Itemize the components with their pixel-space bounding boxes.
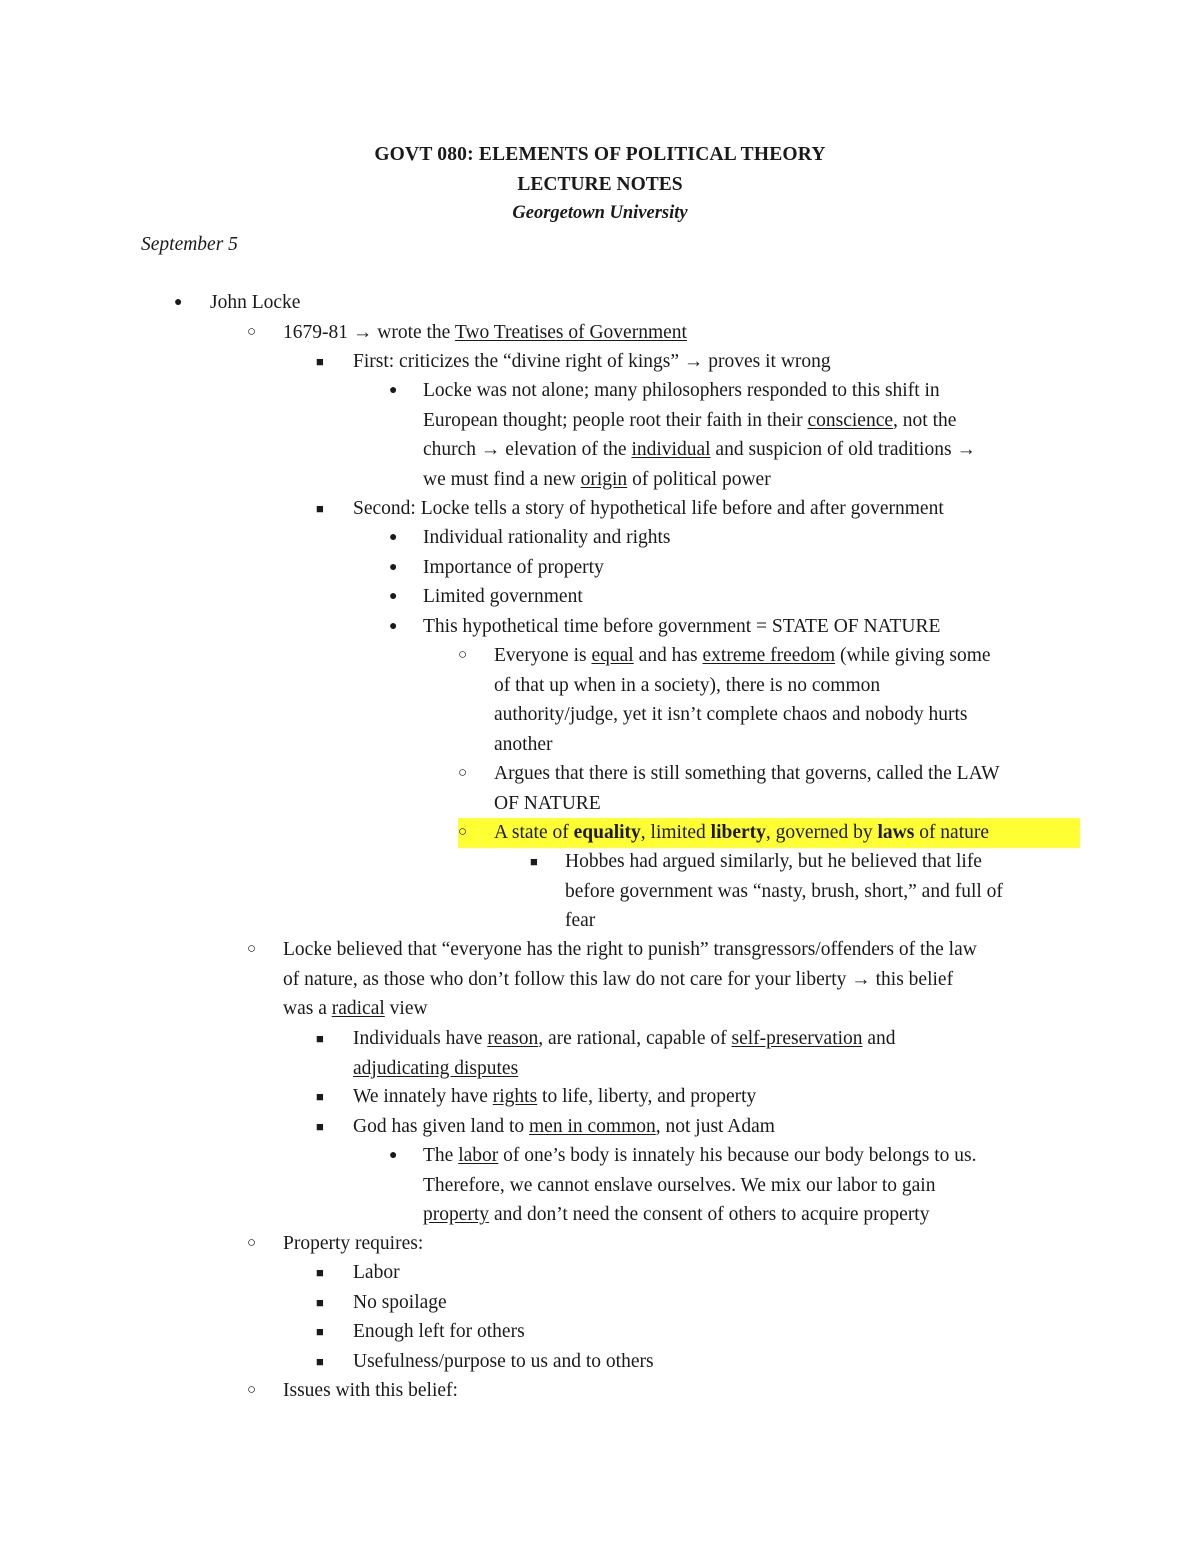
text-run: Individuals have [353,1028,488,1049]
list-item [316,494,944,524]
list-item-text: Importance of property [423,557,604,578]
list-item [316,1258,400,1288]
list-item-text: Limited government [423,586,583,607]
list-item-text: Labor [353,1262,400,1283]
list-item-text: Issues with this belief: [283,1380,458,1401]
list-item-text: This hypothetical time before government = STATE OF NATURE [423,616,941,637]
list-item [389,376,976,494]
list-item-text: another [494,733,553,755]
list-item [316,347,831,377]
list-item-text [353,1054,896,1084]
list-item [458,641,991,759]
underlined-term: individual [631,439,711,461]
bullet-disc-icon: ● [389,560,398,575]
text-run: to life, liberty, and property [537,1086,757,1107]
list-item-text: Locke believed that “everyone has the right to punish” transgressors/offenders of the law [283,939,977,960]
highlighted-list-item [458,818,1080,848]
bullet-square-icon: ■ [530,854,538,869]
bullet-square-icon: ■ [316,1031,324,1046]
text-run: and suspicion of old traditions → [710,439,976,461]
list-item [247,1229,424,1259]
list-item [174,288,301,318]
list-item-text [283,994,977,1024]
list-item-text [423,1141,977,1171]
text-run: and [862,1028,896,1049]
text-run: (while giving some [835,645,991,666]
university-name: Georgetown University [512,203,688,223]
text-run: A state of [494,822,574,843]
list-item-text: Usefulness/purpose to us and to others [353,1351,654,1372]
bullet-disc-icon: ● [389,530,398,545]
text-run: , limited [640,822,711,843]
bullet-square-icon: ■ [316,1265,324,1280]
list-item [316,1112,775,1142]
list-item-text: First: criticizes the “divine right of kings” → proves it wrong [353,351,831,372]
bold-term: liberty [710,822,766,843]
list-item-text: fear [565,910,596,932]
bullet-circle-icon: ○ [247,1235,257,1251]
list-item-text [423,435,976,465]
underlined-term: property [423,1204,490,1226]
list-item [389,523,671,553]
list-item-text: Individual rationality and rights [423,527,671,548]
list-item-text: OF NATURE [494,792,601,814]
list-item [389,553,604,583]
underlined-term: rights [492,1086,538,1107]
bullet-square-icon: ■ [316,501,324,516]
bullet-square-icon: ■ [316,1354,324,1369]
underlined-term: equal [591,645,634,666]
bullet-disc-icon: ● [389,619,398,634]
list-item-text [353,1024,896,1054]
text-run: of one’s body is innately his because our body belongs to us. [498,1145,977,1166]
list-item-text: Enough left for others [353,1321,525,1342]
underlined-term: conscience [807,409,894,431]
text-run: , are rational, capable of [538,1028,732,1049]
bullet-disc-icon: ● [389,1148,398,1163]
bullet-circle-icon: ○ [458,824,468,840]
bullet-circle-icon: ○ [247,941,257,957]
underlined-term: labor [458,1145,499,1166]
list-item-text: John Locke [210,292,301,313]
bullet-square-icon: ■ [316,1324,324,1339]
list-item-text: Argues that there is still something that governs, called the LAW [494,763,1000,784]
underlined-term: radical [331,998,385,1020]
bullet-disc-icon: ● [389,383,398,398]
underlined-term: extreme freedom [702,645,836,666]
list-item-text [423,465,976,495]
text-run: , not the [893,409,957,431]
list-item [389,612,941,642]
underlined-term: origin [580,468,628,490]
underlined-term: reason [487,1028,539,1049]
list-item-text: No spoilage [353,1292,447,1313]
list-item [389,582,583,612]
list-item-text: Hobbes had argued similarly, but he believed that life [565,851,982,872]
list-item-text: 1679-81 → wrote the [283,322,455,343]
list-item [316,1288,447,1318]
bullet-circle-icon: ○ [247,1382,257,1398]
text-run: was a [283,998,332,1020]
list-item [389,1141,977,1230]
list-item-text [494,641,991,671]
list-item [316,1347,654,1377]
text-run: , not just Adam [655,1116,775,1137]
list-item [316,1082,757,1112]
list-item [247,318,687,348]
text-run: view [384,998,428,1020]
text-run: Everyone is [494,645,592,666]
bold-term: equality [573,822,641,843]
underlined-term: men in common [529,1116,656,1137]
list-item [458,759,1000,818]
text-run: of political power [627,468,771,490]
bullet-disc-icon: ● [389,589,398,604]
text-run: European thought; people root their faith in their [423,409,808,431]
text-run: We innately have [353,1086,493,1107]
bullet-square-icon: ■ [316,1295,324,1310]
text-run: we must find a new [423,468,581,490]
bullet-circle-icon: ○ [247,324,257,340]
list-item [316,1317,525,1347]
list-item-text: of nature, as those who don’t follow this law do not care for your liberty → this belief [283,968,954,990]
bullet-square-icon: ■ [316,354,324,369]
text-run: , governed by [765,822,878,843]
lecture-notes-heading: LECTURE NOTES [517,173,683,195]
lecture-date: September 5 [141,234,238,255]
list-item-text: Property requires: [283,1233,424,1254]
book-title: Two Treatises of Government [454,322,687,343]
bullet-disc-icon: ● [174,295,183,310]
list-item [316,1024,896,1083]
bullet-square-icon: ■ [316,1089,324,1104]
text-run: and has [633,645,703,666]
bullet-square-icon: ■ [316,1119,324,1134]
text-run: of nature [914,822,990,843]
list-item-text: authority/judge, yet it isn’t complete chaos and nobody hurts [494,704,968,726]
bullet-circle-icon: ○ [458,647,468,663]
list-item [247,935,977,1024]
text-run: God has given land to [353,1116,530,1137]
bullet-circle-icon: ○ [458,765,468,781]
list-item-text: Therefore, we cannot enslave ourselves. We mix our labor to gain [423,1174,936,1196]
text-run: The [423,1145,459,1166]
list-item-text: Locke was not alone; many philosophers responded to this shift in [423,380,940,401]
list-item-text [423,406,976,436]
text-run: and don’t need the consent of others to acquire property [489,1204,930,1226]
underlined-term: self-preservation [731,1028,863,1049]
text-run: church → elevation of the [423,439,632,461]
bold-term: laws [877,822,915,843]
course-title: GOVT 080: ELEMENTS OF POLITICAL THEORY [374,144,826,165]
list-item-text: Second: Locke tells a story of hypothetical life before and after government [353,498,944,519]
list-item-text: of that up when in a society), there is no common [494,674,881,696]
underlined-term: adjudicating disputes [353,1057,519,1079]
list-item-text: before government was “nasty, brush, short,” and full of [565,880,1003,902]
list-item [530,847,1003,936]
document-header [0,140,1200,229]
list-item-text [423,1200,977,1230]
list-item [247,1376,458,1406]
